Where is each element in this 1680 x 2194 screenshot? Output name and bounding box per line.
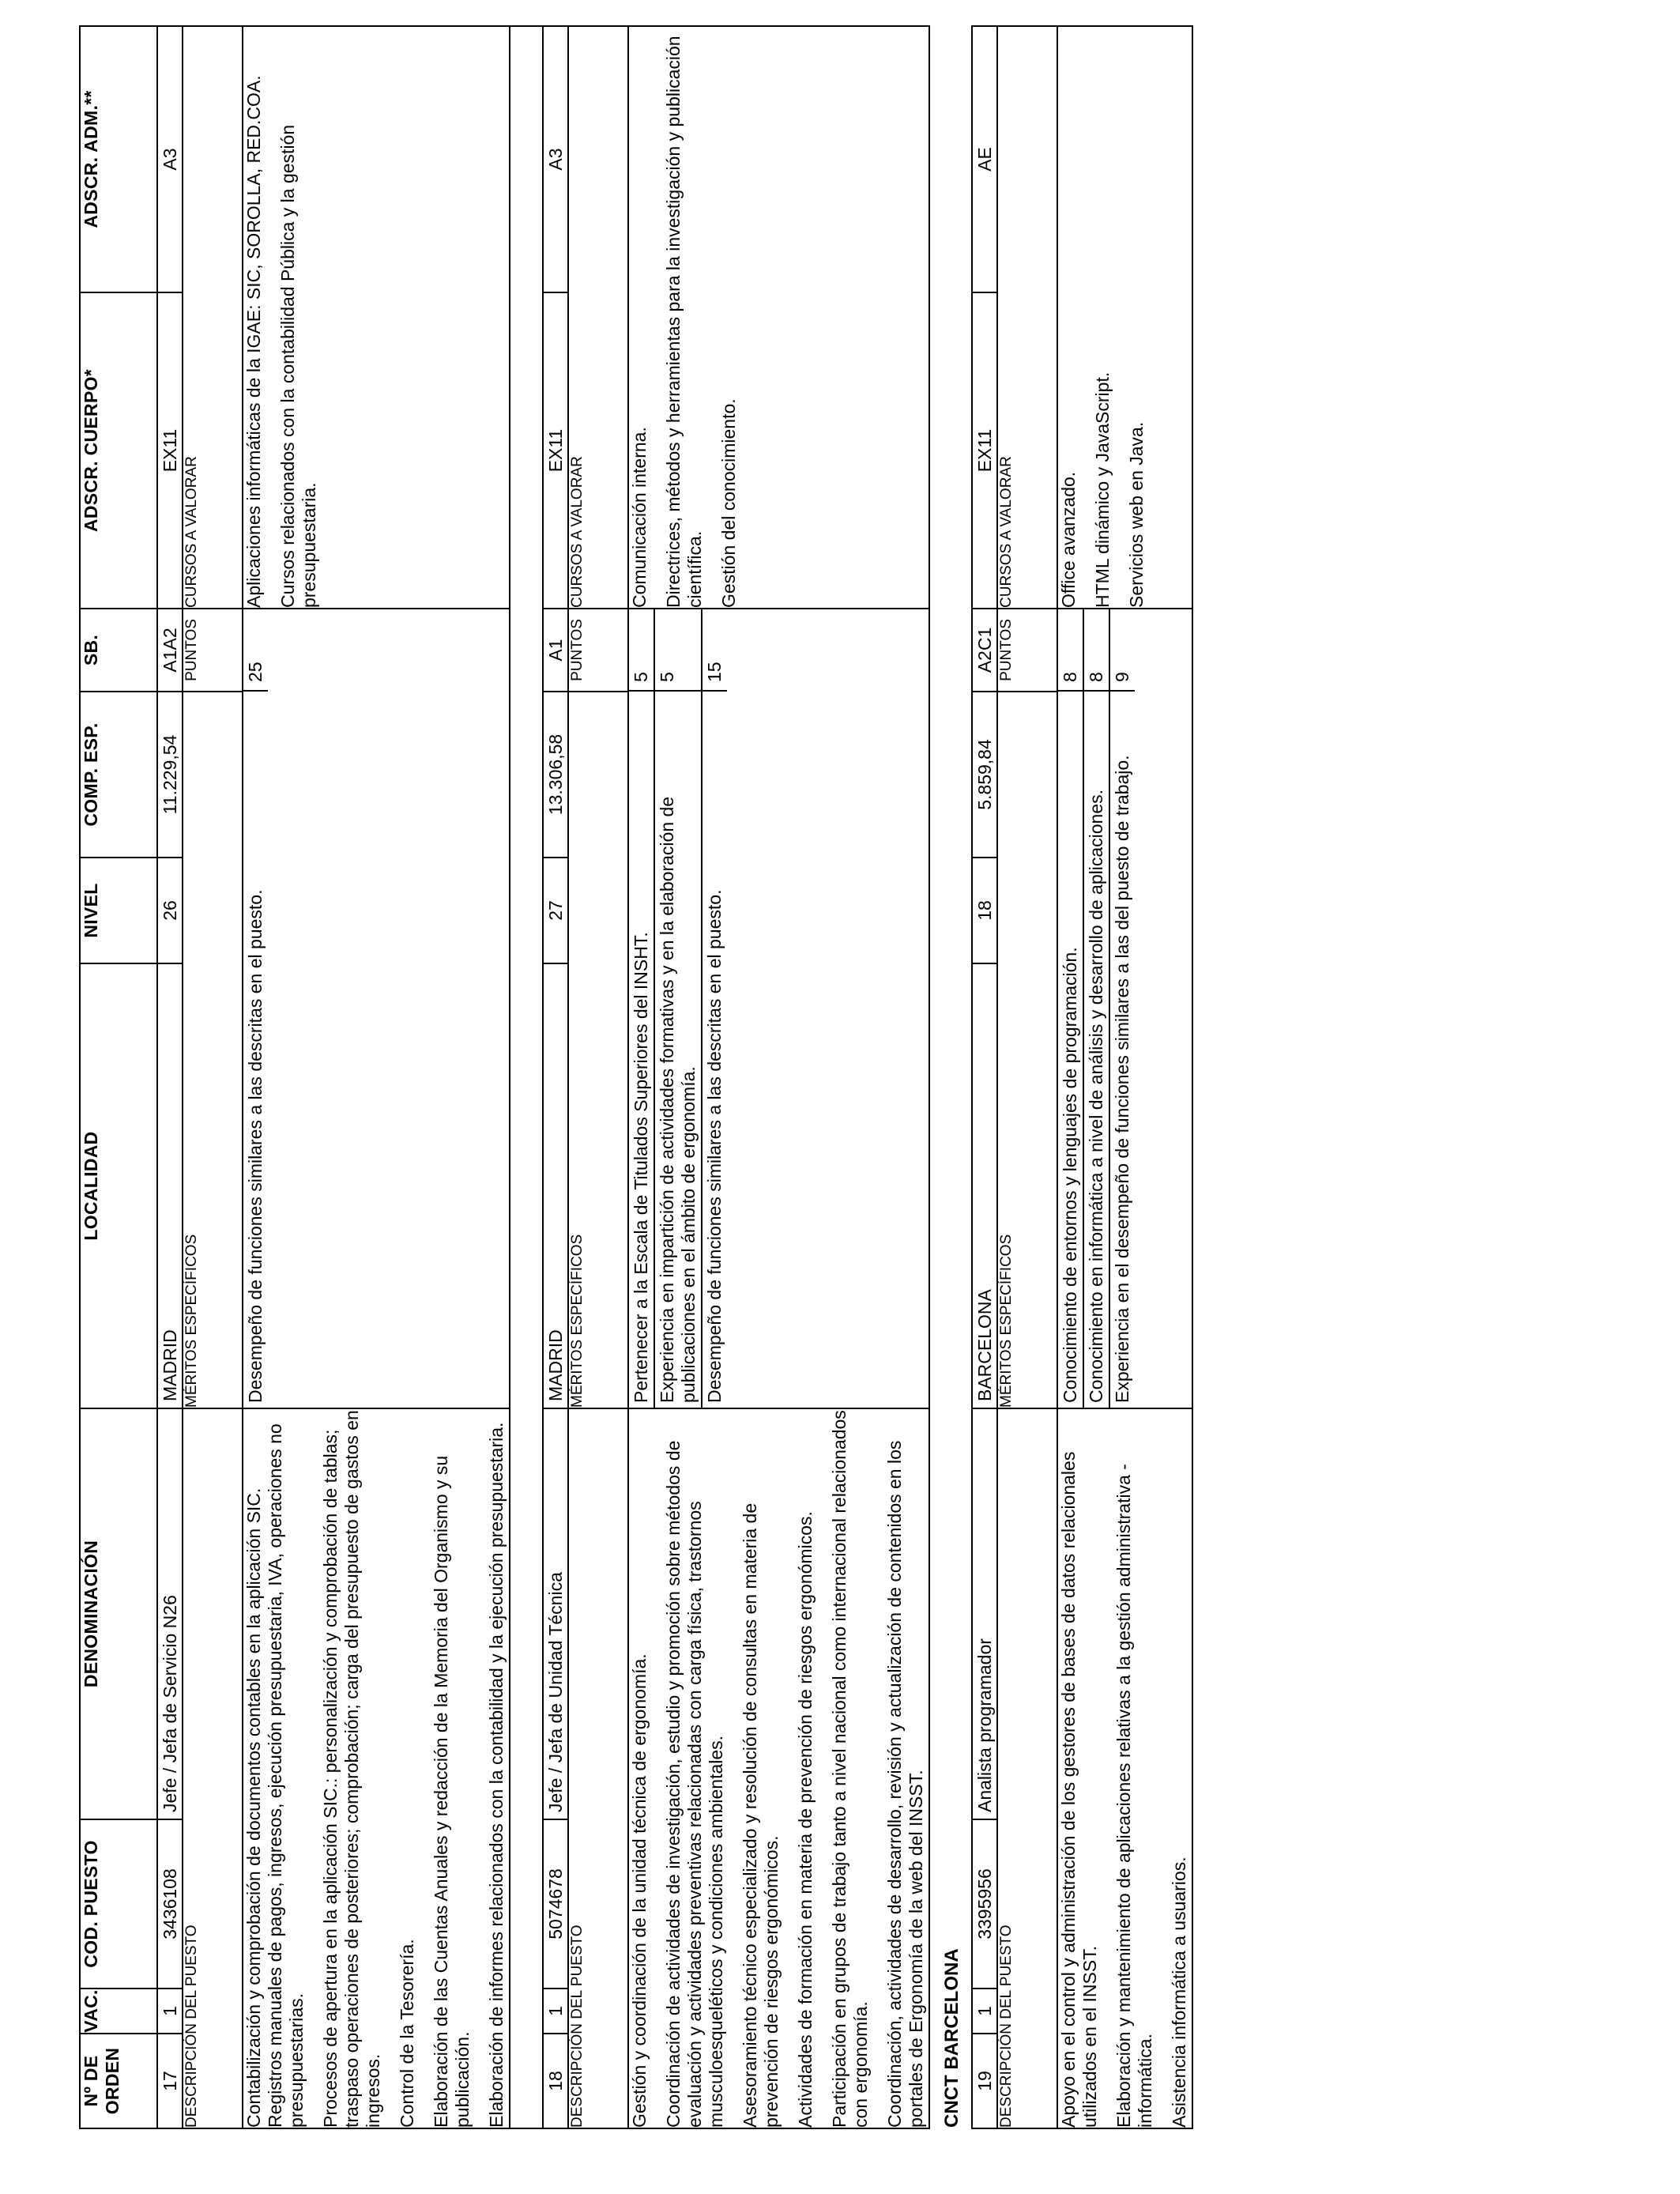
- job-adm: A3: [157, 26, 183, 292]
- job-sb: A1A2: [157, 609, 183, 692]
- descripcion-cell: [628, 1408, 929, 2128]
- descripcion-item: Procesos de apertura en la aplicación SIC.: personalización y comprobación de tablas; traspaso operaciones de posteriores; comprobación; carga del presupuesto de gastos en ingresos.: [320, 1410, 383, 2128]
- merito-puntos: 8: [1058, 608, 1083, 691]
- gap-row: [510, 26, 543, 2128]
- merito-puntos: 9: [1109, 608, 1135, 691]
- curso-item: Gestión del conocimiento.: [718, 398, 739, 608]
- label-meritos: MÉRITOS ESPECÍFICOS: [183, 692, 243, 1408]
- label-meritos: MÉRITOS ESPECÍFICOS: [997, 692, 1057, 1408]
- merito-row: [1083, 608, 1109, 1408]
- job-denominacion: Jefe / Jefa de Unidad Técnica: [543, 1408, 568, 1819]
- cursos-cell: [1057, 26, 1192, 609]
- meritos-table: [629, 608, 727, 1408]
- descripcion-item: Elaboración de las Cuentas Anuales y redacción de la Memoria del Organismo y su publicación.: [431, 1455, 473, 2128]
- job-cod: 5074678: [543, 1819, 568, 1989]
- job-cuerpo: EX11: [157, 292, 183, 609]
- job-cuerpo: EX11: [972, 292, 997, 609]
- job-cod: 3395956: [972, 1819, 997, 1989]
- job-comp: 11.229,54: [157, 692, 183, 858]
- job-comp: 5.859,84: [972, 692, 997, 858]
- job-denominacion: Analista programador: [972, 1408, 997, 1819]
- merito-puntos: 5: [654, 608, 702, 691]
- descripcion-item: Elaboración y mantenimiento de aplicaciones relativas a la gestión administrativa -informática.: [1113, 1464, 1155, 2128]
- job-nivel: 27: [543, 858, 568, 963]
- label-meritos: MÉRITOS ESPECÍFICOS: [568, 692, 628, 1408]
- job-vac: 1: [543, 1989, 568, 2034]
- merito-text: Desempeño de funciones similares a las descritas en el puesto.: [702, 691, 727, 1408]
- header-orden: Nº DE ORDEN: [80, 2034, 157, 2128]
- descripcion-item: Gestión y coordinación de la unidad técnica de ergonomía.: [629, 1653, 650, 2128]
- vacancy-table-barcelona: [971, 25, 1193, 2129]
- label-descripcion: DESCRIPCIÓN DEL PUESTO: [568, 1408, 628, 2128]
- job-row: [157, 26, 183, 2128]
- curso-item: Servicios web en Java.: [1126, 421, 1147, 608]
- meritos-cell: [628, 609, 929, 1408]
- section-title-barcelona: CNCT BARCELONA: [941, 1948, 962, 2128]
- header-vac: VAC.: [80, 1989, 157, 2034]
- job-denominacion: Jefe / Jefa de Servicio N26: [157, 1408, 183, 1819]
- label-puntos: PUNTOS: [568, 609, 628, 692]
- header-cod-puesto: COD. PUESTO: [80, 1819, 157, 1989]
- job-sb: A2C1: [972, 609, 997, 692]
- meritos-table: [243, 608, 268, 1408]
- label-cursos: CURSOS A VALORAR: [183, 26, 243, 609]
- detail-row: [243, 26, 510, 2128]
- meritos-table: [1058, 608, 1135, 1408]
- job-sb: A1: [543, 609, 568, 692]
- subheader-row: [568, 26, 628, 2128]
- descripcion-item: Elaboración de informes relacionados con la contabilidad y la ejecución presupuestaria.: [486, 1422, 507, 2128]
- curso-item: Cursos relacionados con la contabilidad Pública y la gestión presupuestaria.: [277, 124, 319, 608]
- label-puntos: PUNTOS: [997, 609, 1057, 692]
- label-descripcion: DESCRIPCIÓN DEL PUESTO: [997, 1408, 1057, 2128]
- descripcion-cell: [243, 1408, 510, 2128]
- job-comp: 13.306,58: [543, 692, 568, 858]
- header-comp-esp: COMP. ESP.: [80, 692, 157, 858]
- descripcion-item: Asesoramiento técnico especializado y resolución de consultas en materia de prevención de riesgos ergonómicos.: [740, 1502, 782, 2128]
- curso-item: Comunicación interna.: [629, 427, 650, 608]
- job-vac: 1: [157, 1989, 183, 2034]
- job-localidad: MADRID: [157, 963, 183, 1408]
- header-denominacion: DENOMINACIÓN: [80, 1408, 157, 1819]
- job-nivel: 18: [972, 858, 997, 963]
- descripcion-cell: [1057, 1408, 1192, 2128]
- merito-text: Conocimiento de entornos y lenguajes de programación.: [1060, 947, 1080, 1403]
- cursos-cell: [628, 26, 929, 609]
- descripcion-item: Actividades de formación en materia de prevención de riesgos ergonómicos.: [795, 1511, 816, 2128]
- job-orden: 19: [972, 2034, 997, 2128]
- merito-text: Conocimiento en informática a nivel de análisis y desarrollo de aplicaciones.: [1083, 691, 1109, 1408]
- job-orden: 18: [543, 2034, 568, 2128]
- merito-puntos: 5: [629, 608, 654, 691]
- header-localidad: LOCALIDAD: [80, 963, 157, 1408]
- merito-text: Pertenecer a la Escala de Titulados Superiores del INSHT.: [631, 932, 651, 1403]
- job-localidad: MADRID: [543, 963, 568, 1408]
- detail-row: [1057, 26, 1192, 2128]
- merito-row: [243, 608, 268, 1408]
- merito-row: [702, 608, 727, 1408]
- label-puntos: PUNTOS: [183, 609, 243, 692]
- detail-row: [628, 26, 929, 2128]
- merito-row: [629, 608, 654, 1408]
- merito-row: [1109, 608, 1135, 1408]
- document: [79, 27, 1193, 2129]
- merito-text: Experiencia en impartición de actividades formativas y en la elaboración de publicaciones en el ámbito de ergonomía.: [654, 691, 702, 1408]
- label-descripcion: DESCRIPCIÓN DEL PUESTO: [183, 1408, 243, 2128]
- subheader-row: [997, 26, 1057, 2128]
- curso-item: Office avanzado.: [1058, 471, 1079, 608]
- job-row: [972, 26, 997, 2128]
- job-adm: AE: [972, 26, 997, 292]
- descripcion-item: Participación en grupos de trabajo tanto a nivel nacional como internacional relacionados con ergonomía.: [829, 1410, 871, 2128]
- cursos-cell: [243, 26, 510, 609]
- merito-puntos: 8: [1083, 608, 1109, 691]
- job-row: [543, 26, 568, 2128]
- merito-text: Experiencia en el desempeño de funciones similares a las del puesto de trabajo.: [1109, 691, 1135, 1408]
- job-nivel: 26: [157, 858, 183, 963]
- merito-row: [1058, 608, 1083, 1408]
- descripcion-item: Control de la Tesorería.: [397, 1939, 417, 2128]
- label-cursos: CURSOS A VALORAR: [568, 26, 628, 609]
- descripcion-item: Coordinación, actividades de desarrollo, revisión y actualización de contenidos en los portales de Ergonomía de la web del INSST.: [884, 1440, 926, 2128]
- header-adscr-adm: ADSCR. ADM.**: [80, 26, 157, 292]
- descripcion-item: Contabilización y comprobación de documentos contables en la aplicación SIC. Registros manuales de pagos, ingresos, ejecución presupuestaria, IVA, operaciones no presupuestarias.: [243, 1423, 307, 2128]
- job-localidad: BARCELONA: [972, 963, 997, 1408]
- header-row: [80, 26, 157, 2128]
- job-cuerpo: EX11: [543, 292, 568, 609]
- descripcion-item: Asistencia informática a usuarios.: [1169, 1857, 1189, 2128]
- merito-puntos: 25: [243, 608, 268, 691]
- vacancy-table-madrid: [79, 25, 930, 2129]
- merito-puntos: 15: [702, 608, 727, 691]
- job-adm: A3: [543, 26, 568, 292]
- merito-row: [654, 608, 702, 1408]
- meritos-cell: [1057, 609, 1192, 1408]
- header-adscr-cuerpo: ADSCR. CUERPO*: [80, 292, 157, 609]
- job-cod: 3436108: [157, 1819, 183, 1989]
- job-vac: 1: [972, 1989, 997, 2034]
- merito-text: Desempeño de funciones similares a las descritas en el puesto.: [245, 889, 266, 1403]
- header-sb: SB.: [80, 609, 157, 692]
- curso-item: HTML dinámico y JavaScript.: [1092, 371, 1113, 608]
- descripcion-item: Apoyo en el control y administración de los gestores de bases de datos relacionales utilizados en el INSST.: [1058, 1451, 1100, 2128]
- curso-item: Aplicaciones informáticas de la IGAE: SIC, SOROLLA, RED.COA.: [243, 75, 264, 608]
- descripcion-item: Coordinación de actividades de investigación, estudio y promoción sobre métodos de evaluación y actividades preventivas relacionadas con carga física, trastornos musculoesqueléticos y condiciones ambientales.: [663, 1440, 726, 2128]
- subheader-row: [183, 26, 243, 2128]
- job-orden: 17: [157, 2034, 183, 2128]
- meritos-cell: [243, 609, 510, 1408]
- label-cursos: CURSOS A VALORAR: [997, 26, 1057, 609]
- header-nivel: NIVEL: [80, 858, 157, 963]
- curso-item: Directrices, métodos y herramientas para la investigación y publicación científica.: [663, 36, 705, 608]
